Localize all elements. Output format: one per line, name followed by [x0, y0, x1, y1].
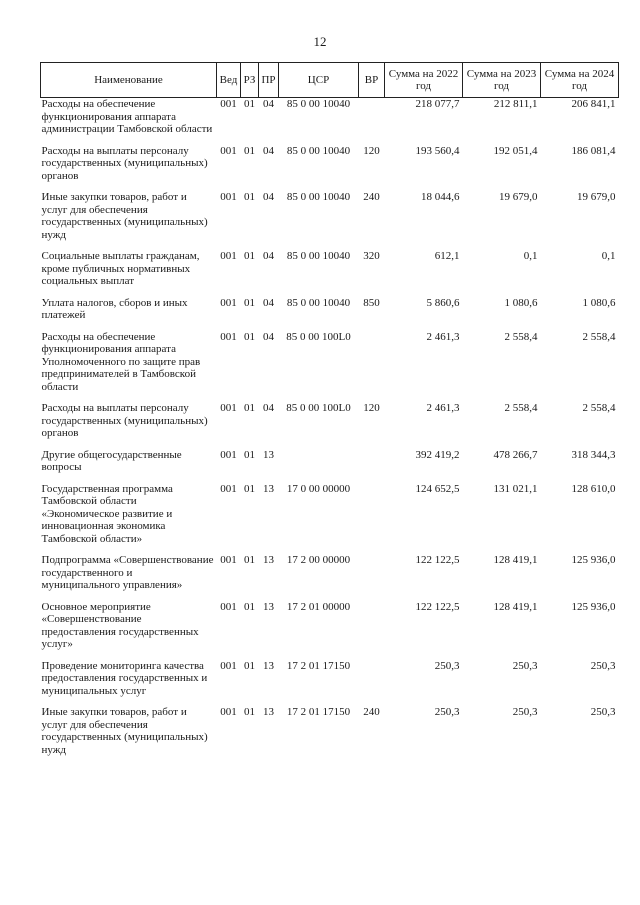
cell-sum-2022: 250,3	[434, 706, 460, 718]
cell-pr: 04	[263, 191, 274, 203]
cell-sum-2023: 250,3	[512, 659, 538, 672]
cell-rz: 01	[244, 600, 255, 613]
cell-csr: 85 0 00 10040	[286, 296, 351, 309]
cell-sum-2022: 122 122,5	[415, 554, 460, 566]
cell-rz: 01	[244, 144, 255, 157]
page-number: 12	[313, 34, 327, 49]
cell-pr: 04	[263, 98, 274, 110]
cell-rz: 01	[244, 250, 255, 262]
cell-sum-2024: 125 936,0	[571, 600, 616, 613]
cell-name: Уплата налогов, сборов и иных платежей	[41, 296, 188, 321]
cell-sum-2024: 2 558,4	[582, 330, 616, 343]
table-row	[41, 402, 619, 449]
cell-name: Расходы на обеспечение функционирования аппарата администрации Тамбовской области	[41, 98, 213, 135]
cell-sum-2022: 18 044,6	[421, 191, 460, 203]
header-sum-2024: Сумма на 2024 год	[541, 63, 619, 98]
cell-csr: 17 2 01 17150	[286, 659, 351, 672]
table-row	[41, 98, 619, 145]
cell-pr: 13	[263, 659, 274, 672]
table-row	[41, 449, 619, 483]
cell-csr: 17 2 00 00000	[286, 554, 351, 566]
cell-vr: 240	[363, 706, 380, 718]
cell-sum-2024: 186 081,4	[571, 144, 616, 157]
cell-sum-2023: 128 419,1	[493, 554, 538, 566]
cell-sum-2022: 218 077,7	[415, 98, 460, 110]
cell-vr: 120	[363, 144, 380, 157]
cell-vr	[359, 554, 385, 601]
cell-vr	[359, 331, 385, 403]
cell-sum-2023: 128 419,1	[493, 600, 538, 613]
cell-ved: 001	[220, 554, 237, 566]
table-row	[41, 706, 619, 765]
header-vr: ВР	[359, 63, 385, 98]
cell-pr: 04	[263, 144, 274, 157]
cell-rz: 01	[244, 448, 255, 461]
cell-sum-2022: 612,1	[434, 250, 460, 262]
cell-name: Подпрограмма «Совершенствование государственного и муниципального управления»	[41, 554, 214, 591]
cell-sum-2023: 2 558,4	[504, 330, 538, 343]
cell-rz: 01	[244, 98, 255, 110]
cell-vr	[359, 449, 385, 483]
cell-csr: 85 0 00 10040	[286, 98, 351, 110]
cell-csr: 85 0 00 100L0	[286, 330, 351, 343]
cell-pr: 04	[263, 402, 274, 414]
cell-csr: 17 0 00 00000	[286, 482, 351, 495]
cell-name: Расходы на обеспечение функционирования аппарата Уполномоченного по защите прав предпринимателей в Тамбовской области	[41, 330, 201, 393]
cell-sum-2023: 478 266,7	[493, 448, 538, 461]
budget-table	[40, 62, 619, 765]
cell-sum-2024: 2 558,4	[582, 402, 616, 414]
cell-name: Государственная программа Тамбовской области «Экономическое развитие и инновационная экономика Тамбовской области»	[41, 482, 173, 545]
header-pr: ПР	[259, 63, 279, 98]
table-row	[41, 250, 619, 297]
cell-csr: 85 0 00 10040	[286, 144, 351, 157]
table-row	[41, 331, 619, 403]
cell-rz: 01	[244, 482, 255, 495]
cell-sum-2023: 2 558,4	[504, 402, 538, 414]
cell-vr: 850	[363, 296, 380, 309]
cell-rz: 01	[244, 659, 255, 672]
cell-ved: 001	[220, 98, 237, 110]
cell-ved: 001	[220, 330, 237, 343]
cell-sum-2024: 206 841,1	[571, 98, 616, 110]
cell-pr: 13	[263, 600, 274, 613]
cell-sum-2022: 5 860,6	[426, 296, 460, 309]
header-sum-2022: Сумма на 2022 год	[385, 63, 463, 98]
cell-sum-2023: 0,1	[523, 250, 538, 262]
cell-ved: 001	[220, 191, 237, 203]
table-row	[41, 483, 619, 555]
cell-ved: 001	[220, 600, 237, 613]
cell-vr	[359, 660, 385, 707]
cell-rz: 01	[244, 402, 255, 414]
cell-sum-2022: 124 652,5	[415, 482, 460, 495]
cell-vr	[359, 483, 385, 555]
cell-pr: 13	[263, 554, 274, 566]
cell-name: Основное мероприятие «Совершенствование предоставления государственных услуг»	[41, 600, 199, 650]
cell-vr	[359, 98, 385, 145]
cell-rz: 01	[244, 554, 255, 566]
cell-sum-2022: 2 461,3	[426, 330, 460, 343]
table-row	[41, 145, 619, 192]
cell-ved: 001	[220, 482, 237, 495]
cell-name: Проведение мониторинга качества предоставления государственных и муниципальных услуг	[41, 659, 208, 697]
table-row	[41, 554, 619, 601]
cell-ved: 001	[220, 402, 237, 414]
cell-sum-2023: 19 679,0	[499, 191, 538, 203]
cell-sum-2024: 318 344,3	[571, 448, 616, 461]
cell-pr: 04	[263, 250, 274, 262]
header-rz: РЗ	[241, 63, 259, 98]
cell-name: Другие общегосударственные вопросы	[41, 448, 182, 473]
cell-vr: 120	[363, 402, 380, 414]
cell-ved: 001	[220, 448, 237, 461]
cell-ved: 001	[220, 296, 237, 309]
header-name: Наименование	[41, 63, 217, 98]
cell-csr: 17 2 01 17150	[286, 706, 351, 718]
table-row	[41, 297, 619, 331]
cell-csr: 17 2 01 00000	[286, 600, 351, 613]
cell-vr: 240	[363, 191, 380, 203]
cell-sum-2024: 0,1	[601, 250, 616, 262]
table-row	[41, 601, 619, 660]
cell-sum-2024: 250,3	[590, 706, 616, 718]
cell-rz: 01	[244, 330, 255, 343]
cell-pr: 04	[263, 330, 274, 343]
cell-pr: 13	[263, 448, 274, 461]
cell-sum-2024: 1 080,6	[582, 296, 616, 309]
cell-name: Иные закупки товаров, работ и услуг для обеспечения государственных (муниципальных) нужд	[41, 191, 208, 241]
cell-csr: 85 0 00 100L0	[286, 402, 351, 414]
cell-sum-2022: 250,3	[434, 659, 460, 672]
cell-rz: 01	[244, 296, 255, 309]
cell-pr: 13	[263, 482, 274, 495]
table-row	[41, 191, 619, 250]
cell-name: Расходы на выплаты персоналу государственных (муниципальных) органов	[41, 144, 208, 182]
cell-sum-2023: 131 021,1	[493, 482, 538, 495]
cell-sum-2022: 392 419,2	[415, 448, 460, 461]
cell-name: Иные закупки товаров, работ и услуг для обеспечения государственных (муниципальных) нужд	[41, 706, 208, 756]
table-body	[41, 98, 619, 766]
cell-name: Социальные выплаты гражданам, кроме публичных нормативных социальных выплат	[41, 250, 200, 287]
cell-csr	[279, 449, 359, 483]
cell-ved: 001	[220, 706, 237, 718]
cell-vr	[359, 601, 385, 660]
cell-sum-2024: 19 679,0	[577, 191, 616, 203]
cell-sum-2024: 128 610,0	[571, 482, 616, 495]
cell-csr: 85 0 00 10040	[286, 191, 351, 203]
cell-pr: 13	[263, 706, 274, 718]
cell-sum-2024: 125 936,0	[571, 554, 616, 566]
header-csr: ЦСР	[279, 63, 359, 98]
cell-sum-2023: 192 051,4	[493, 144, 538, 157]
cell-sum-2022: 122 122,5	[415, 600, 460, 613]
header-sum-2023: Сумма на 2023 год	[463, 63, 541, 98]
cell-pr: 04	[263, 296, 274, 309]
cell-sum-2023: 212 811,1	[493, 98, 538, 110]
cell-ved: 001	[220, 250, 237, 262]
cell-rz: 01	[244, 706, 255, 718]
cell-rz: 01	[244, 191, 255, 203]
cell-sum-2022: 193 560,4	[415, 144, 460, 157]
cell-csr: 85 0 00 10040	[286, 250, 351, 262]
table-row	[41, 660, 619, 707]
cell-sum-2022: 2 461,3	[426, 402, 460, 414]
cell-sum-2024: 250,3	[590, 659, 616, 672]
header-ved: Вед	[217, 63, 241, 98]
table-header-row	[41, 63, 619, 98]
cell-sum-2023: 250,3	[512, 706, 538, 718]
cell-ved: 001	[220, 144, 237, 157]
cell-ved: 001	[220, 659, 237, 672]
cell-vr: 320	[363, 250, 380, 262]
cell-name: Расходы на выплаты персоналу государственных (муниципальных) органов	[41, 402, 208, 439]
cell-sum-2023: 1 080,6	[504, 296, 538, 309]
